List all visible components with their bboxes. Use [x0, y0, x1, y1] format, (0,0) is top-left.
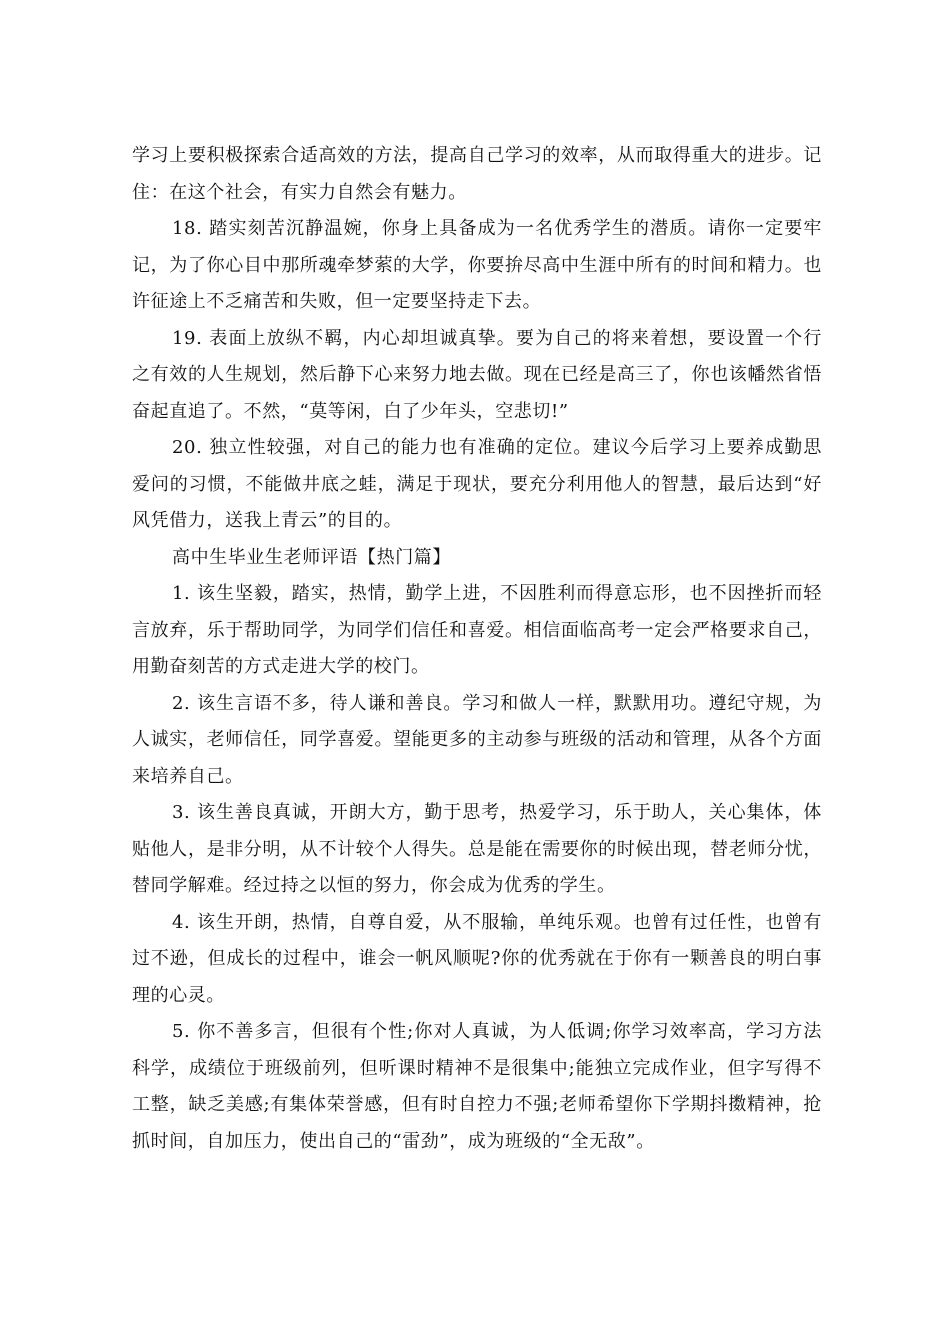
- paragraph-comment-3: 3. 该生善良真诚，开朗大方，勤于思考，热爱学习，乐于助人，关心集体，体贴他人，是非分明，从不计较个人得失。总是能在需要你的时候出现，替老师分忧，替同学解难。经过持之以恒的努力，你会成为优秀的学生。: [132, 802, 822, 896]
- paragraph-comment-19: 19. 表面上放纵不羁，内心却坦诚真挚。要为自己的将来着想，要设置一个行之有效的人生规划，然后静下心来努力地去做。现在已经是高三了，你也该幡然省悟奋起直追了。不然，“莫等闲，白了少年头，空悲切!”: [132, 327, 822, 422]
- paragraph-continuation: 学习上要积极探索合适高效的方法，提高自己学习的效率，从而取得重大的进步。记住：在这个社会，有实力自然会有魅力。: [132, 145, 822, 203]
- paragraph-comment-2: 2. 该生言语不多，待人谦和善良。学习和做人一样，默默用功。遵纪守规，为人诚实，老师信任，同学喜爱。望能更多的主动参与班级的活动和管理，从各个方面来培养自己。: [132, 692, 822, 787]
- paragraph-comment-1: 1. 该生坚毅，踏实，热情，勤学上进，不因胜利而得意忘形，也不因挫折而轻言放弃，乐于帮助同学，为同学们信任和喜爱。相信面临高考一定会严格要求自己，用勤奋刻苦的方式走进大学的校门。: [132, 583, 822, 677]
- document-page: [132, 138, 822, 1160]
- paragraph-comment-4: 4. 该生开朗，热情，自尊自爱，从不服输，单纯乐观。也曾有过任性，也曾有过不逊，但成长的过程中，谁会一帆风顺呢?你的优秀就在于你有一颗善良的明白事理的心灵。: [132, 911, 822, 1006]
- paragraph-comment-5: 5. 你不善多言，但很有个性;你对人真诚，为人低调;你学习效率高，学习方法科学，成绩位于班级前列，但听课时精神不是很集中;能独立完成作业，但字写得不工整，缺乏美感;有集体荣誉感，但有时自控力不强;老师希望你下学期抖擞精神，抢抓时间，自加压力，使出自己的“雷劲”，成为班级的“全无敌”。: [132, 1021, 822, 1152]
- paragraph-comment-18: 18. 踏实刻苦沉静温婉，你身上具备成为一名优秀学生的潜质。请你一定要牢记，为了你心目中那所魂牵梦萦的大学，你要拚尽高中生涯中所有的时间和精力。也许征途上不乏痛苦和失败，但一定要坚持走下去。: [132, 218, 822, 312]
- section-heading: 高中生毕业生老师评语【热门篇】: [172, 546, 451, 568]
- paragraph-comment-20: 20. 独立性较强，对自己的能力也有准确的定位。建议今后学习上要养成勤思爱问的习惯，不能做井底之蛙，满足于现状，要充分利用他人的智慧，最后达到“好风凭借力，送我上青云”的目的。: [132, 437, 822, 531]
